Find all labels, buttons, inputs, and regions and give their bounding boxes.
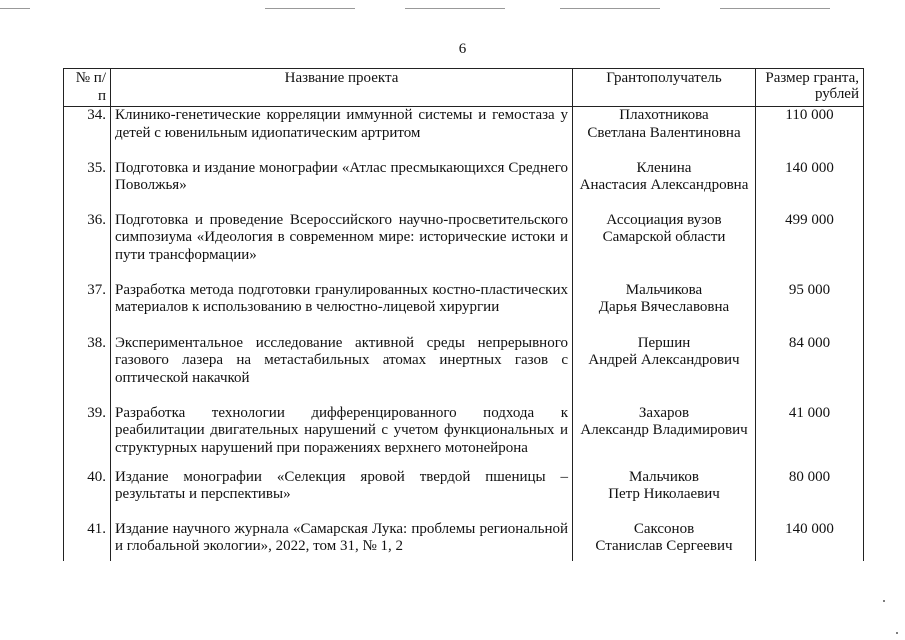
project-name: Разработка метода подготовки гранулированных костно-пластических материалов к использованию в челюстно-лицевой хирургии [111,282,573,335]
header-project-name: Название проекта [111,69,573,107]
table-row [64,212,864,282]
grant-amount: 110 000 [756,107,864,160]
recipient: Саксонов Станислав Сергеевич [573,521,756,561]
page-number: 6 [458,41,467,57]
table-row [64,521,864,561]
row-number: 39. [64,405,111,469]
recipient: Мальчикова Дарья Вячеславовна [573,282,756,335]
scan-artifact-line [0,8,30,9]
grant-amount: 80 000 [756,469,864,521]
header-number: № п/п [64,69,111,107]
row-number: 34. [64,107,111,160]
grant-amount: 140 000 [756,521,864,561]
grants-table [63,68,864,561]
header-recipient: Грантополучатель [573,69,756,107]
recipient: Першин Андрей Александрович [573,335,756,405]
row-number: 36. [64,212,111,282]
header-grant-amount: Размер гранта, рублей [756,69,864,107]
scan-artifact-line [265,8,355,9]
row-number: 40. [64,469,111,521]
table-row [64,282,864,335]
scan-artifact-line [405,8,505,9]
table-row [64,405,864,469]
project-name: Разработка технологии дифференцированного подхода к реабилитации двигательных нарушений с учетом функциональных и структурных нарушений при поражениях верхнего мотонейрона [111,405,573,469]
table-row [64,107,864,160]
project-name: Издание научного журнала «Самарская Лука: проблемы региональной и глобальной экологии», 2022, том 31, № 1, 2 [111,521,573,561]
table-row [64,335,864,405]
recipient: Кленина Анастасия Александровна [573,160,756,212]
grant-amount: 84 000 [756,335,864,405]
project-name: Подготовка и издание монографии «Атлас пресмыкающихся Среднего Поволжья» [111,160,573,212]
project-name: Издание монографии «Селекция яровой твердой пшеницы – результаты и перспективы» [111,469,573,521]
project-name: Подготовка и проведение Всероссийского научно-просветительского симпозиума «Идеология в современном мире: исторические истоки и пути трансформации» [111,212,573,282]
row-number: 35. [64,160,111,212]
grant-amount: 95 000 [756,282,864,335]
row-number: 41. [64,521,111,561]
recipient: Плахотникова Светлана Валентиновна [573,107,756,160]
grant-amount: 499 000 [756,212,864,282]
grant-amount: 140 000 [756,160,864,212]
row-number: 38. [64,335,111,405]
table-row [64,160,864,212]
recipient: Ассоциация вузов Самарской области [573,212,756,282]
scan-artifact-line [720,8,830,9]
recipient: Захаров Александр Владимирович [573,405,756,469]
project-name: Экспериментальное исследование активной среды непрерывного газового лазера на метастабильных атомах инертных газов с оптической накачкой [111,335,573,405]
scan-speck [896,632,898,634]
table-header-row [64,69,864,107]
grant-amount: 41 000 [756,405,864,469]
scan-speck [883,600,885,602]
row-number: 37. [64,282,111,335]
project-name: Клинико-генетические корреляции иммунной системы и гемостаза у детей с ювенильным идиопатическим артритом [111,107,573,160]
scan-artifact-line [560,8,660,9]
table-row [64,469,864,521]
recipient: Мальчиков Петр Николаевич [573,469,756,521]
